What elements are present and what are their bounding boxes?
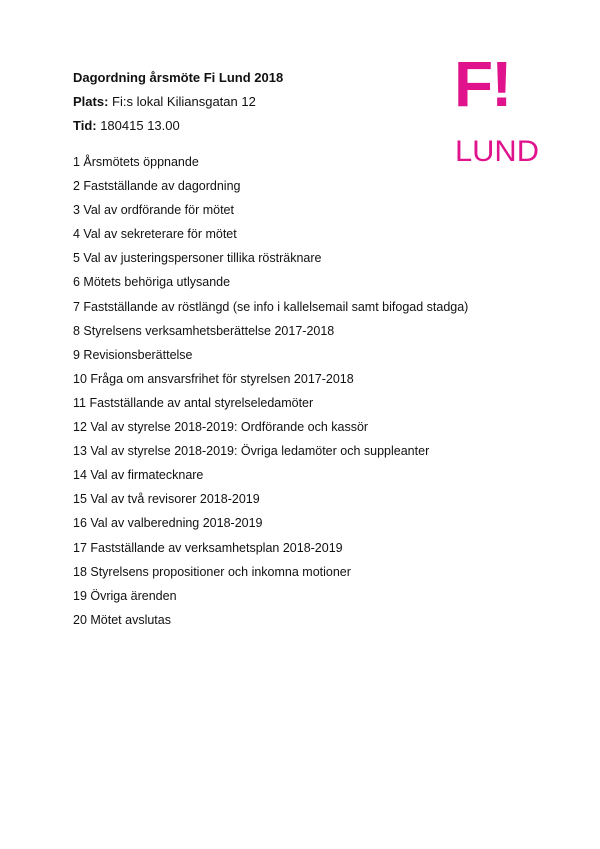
document-header xyxy=(73,66,283,138)
agenda-item: 10 Fråga om ansvarsfrihet för styrelsen 2017-2018 xyxy=(73,371,354,386)
agenda-item: 19 Övriga ärenden xyxy=(73,588,177,603)
agenda-item: 11 Fastställande av antal styrelseledamöter xyxy=(73,395,314,410)
time-value: 180415 13.00 xyxy=(96,118,180,133)
place-label: Plats: xyxy=(73,94,109,109)
logo-top-text: F! xyxy=(454,56,511,120)
agenda-item: 4 Val av sekreterare för mötet xyxy=(73,227,237,242)
place-value: Fi:s lokal Kiliansgatan 12 xyxy=(108,94,256,109)
agenda-item: 13 Val av styrelse 2018-2019: Övriga ledamöter och suppleanter xyxy=(73,444,430,459)
document-title: Dagordning årsmöte Fi Lund 2018 xyxy=(73,70,284,85)
agenda-item: 15 Val av två revisorer 2018-2019 xyxy=(73,492,260,507)
time-label: Tid: xyxy=(73,118,97,133)
agenda-item: 9 Revisionsberättelse xyxy=(73,347,193,362)
agenda-list xyxy=(73,150,468,632)
agenda-item: 17 Fastställande av verksamhetsplan 2018-2019 xyxy=(73,540,343,555)
agenda-item: 8 Styrelsens verksamhetsberättelse 2017-2018 xyxy=(73,323,335,338)
agenda-item: 16 Val av valberedning 2018-2019 xyxy=(73,516,263,531)
agenda-item: 12 Val av styrelse 2018-2019: Ordförande och kassör xyxy=(73,420,369,435)
agenda-item: 5 Val av justeringspersoner tillika rösträknare xyxy=(73,251,322,266)
agenda-item: 20 Mötet avslutas xyxy=(73,612,171,627)
place-line xyxy=(73,90,283,114)
logo-bottom-text: LUND xyxy=(455,135,539,168)
agenda-item: 2 Fastställande av dagordning xyxy=(73,179,241,194)
agenda-item: 1 Årsmötets öppnande xyxy=(73,155,199,169)
agenda-item: 18 Styrelsens propositioner och inkomna motioner xyxy=(73,564,351,579)
agenda-item: 3 Val av ordförande för mötet xyxy=(73,203,234,218)
time-line xyxy=(73,114,283,138)
agenda-item: 6 Mötets behöriga utlysande xyxy=(73,275,231,290)
agenda-item: 14 Val av firmatecknare xyxy=(73,468,204,483)
agenda-item: 7 Fastställande av röstlängd (se info i kallelsemail samt bifogad stadga) xyxy=(73,299,469,314)
